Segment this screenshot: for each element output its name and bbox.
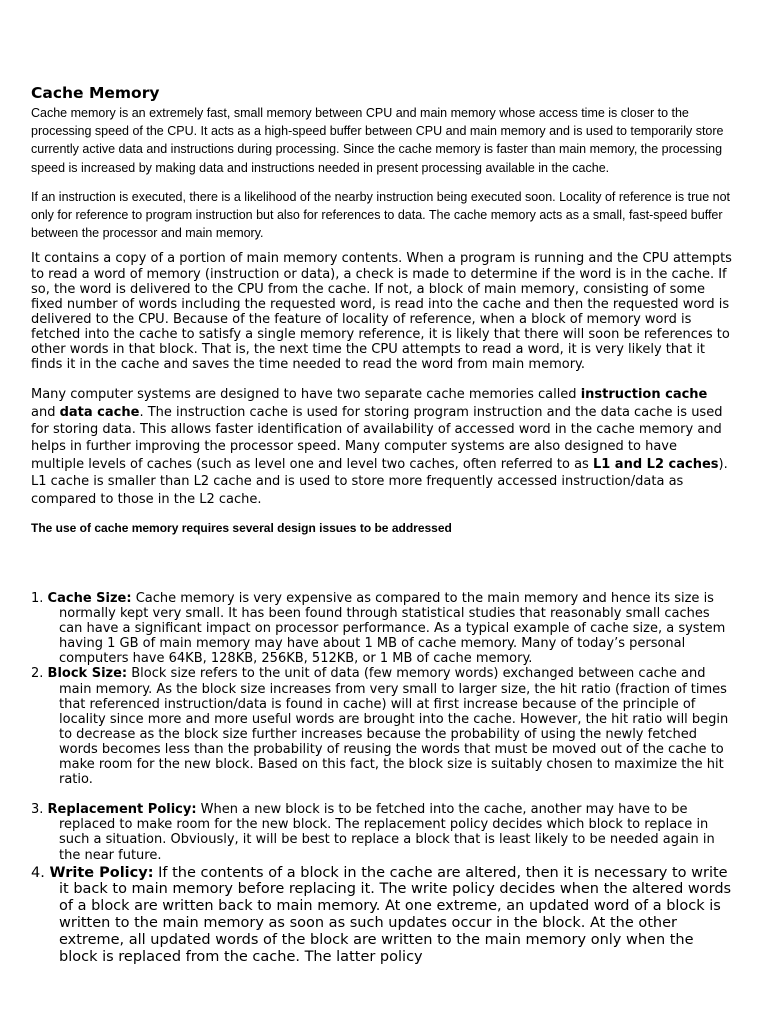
list-text: If the contents of a block in the cache are altered, then it is necessary to write it back to main memory before replacing it. The write policy decides when the altered words of a block are written back to main memory. At one extreme, an updated word of a block is written to the main memory as soon as such updates occur in the block. At the other extreme, all updated words of the block are written to the main memory only when the block is replaced from the cache. The latter policy bbox=[59, 864, 732, 965]
separate-caches-text: ). L1 cache is smaller than L2 cache and is used to store more frequently accessed instruction/data as compared to those in the L2 cache. bbox=[31, 456, 728, 507]
separate-caches-text: and bbox=[31, 404, 60, 420]
document-page bbox=[31, 84, 733, 536]
list-text: Cache memory is very expensive as compared to the main memory and hence its size is normally kept very small. It has been found through statistical studies that reasonably small caches can have a significant impact on processor performance. As a typical example of cache size, a system having 1 GB of main memory may have about 1 MB of cache memory. Many of today’s personal computers have 64KB, 128KB, 256KB, 512KB, or 1 MB of cache memory. bbox=[59, 591, 726, 667]
cache-copy-paragraph: It contains a copy of a portion of main memory contents. When a program is running and the CPU attempts to read a word of memory (instruction or data), a check is made to determine if the word is in the cache. If so, the word is delivered to the CPU from the cache. If not, a block of main memory, consisting of some fixed number of words including the requested word, is read into the cache and then the requested word is delivered to the CPU. Because of the feature of locality of reference, when a block of memory word is fetched into the cache to satisfy a single memory reference, it is likely that there will soon be references to other words in that block. That is, the next time the CPU attempts to read a word, it is very likely that it finds it in the cache and saves the time needed to read the word from main memory. bbox=[31, 251, 732, 373]
list-number: 4. bbox=[31, 864, 45, 881]
locality-paragraph: If an instruction is executed, there is a likelihood of the nearby instruction being executed soon. Locality of reference is true not only for reference to program instruction but also for references to data. The cache memory acts as a small, fast-speed buffer between the processor and main memory. bbox=[31, 189, 731, 241]
list-item-cache-size bbox=[31, 591, 733, 666]
list-text: When a new block is to be fetched into the cache, another may have to be replaced to make room for the new block. The replacement policy decides which block to replace in such a situation. Obviously, it will be best to replace a block that is least likely to be needed again in the near future. bbox=[59, 802, 715, 863]
list-item-replacement-policy bbox=[31, 802, 733, 862]
design-issues-heading: The use of cache memory requires several design issues to be addressed bbox=[31, 521, 452, 536]
list-term: Block Size: bbox=[47, 666, 128, 682]
intro-paragraph: Cache memory is an extremely fast, small memory between CPU and main memory whose access time is closer to the processing speed of the CPU. It acts as a high-speed buffer between CPU and main memory and is used to temporarily store currently active data and instructions during processing. Since the cache memory is faster than main memory, the processing speed is increased by making data and instructions needed in present processing available in the cache. bbox=[31, 106, 724, 175]
list-number: 1. bbox=[31, 591, 44, 606]
separate-caches-text: . The instruction cache is used for storing program instruction and the data cache is used for storing data. This allows faster identification of availability of accessed word in the cache memory and helps in further improving the processor speed. Many computer systems are also designed to have multiple levels of caches (such as level one and level two caches, often referred to as bbox=[31, 404, 723, 472]
list-text: Block size refers to the unit of data (few memory words) exchanged between cache and main memory. As the block size increases from very small to larger size, the hit ratio (fraction of times that referenced instruction/data is found in cache) will at first increase because of the principle of locality since more and more useful words are brought into the cache. However, the hit ratio will begin to decrease as the block size further increases because the probability of using the newly fetched words becomes less than the probability of reusing the words that must be moved out of the cache to make room for the new block. Based on this fact, the block size is suitably chosen to maximize the hit ratio. bbox=[59, 666, 729, 788]
design-issues-list bbox=[31, 591, 733, 965]
list-item-write-policy bbox=[31, 865, 733, 966]
instruction-cache-term: instruction cache bbox=[580, 387, 708, 403]
list-number: 3. bbox=[31, 802, 44, 818]
list-term: Cache Size: bbox=[47, 591, 132, 606]
separate-caches-paragraph bbox=[31, 386, 733, 508]
list-term: Replacement Policy: bbox=[47, 802, 197, 818]
data-cache-term: data cache bbox=[59, 404, 140, 420]
list-number: 2. bbox=[31, 666, 44, 682]
list-term: Write Policy: bbox=[49, 864, 154, 881]
l1-l2-caches-term: L1 and L2 caches bbox=[592, 456, 719, 472]
separate-caches-text: Many computer systems are designed to have two separate cache memories called bbox=[31, 387, 581, 403]
list-item-block-size bbox=[31, 666, 733, 787]
page-title: Cache Memory bbox=[31, 84, 160, 102]
